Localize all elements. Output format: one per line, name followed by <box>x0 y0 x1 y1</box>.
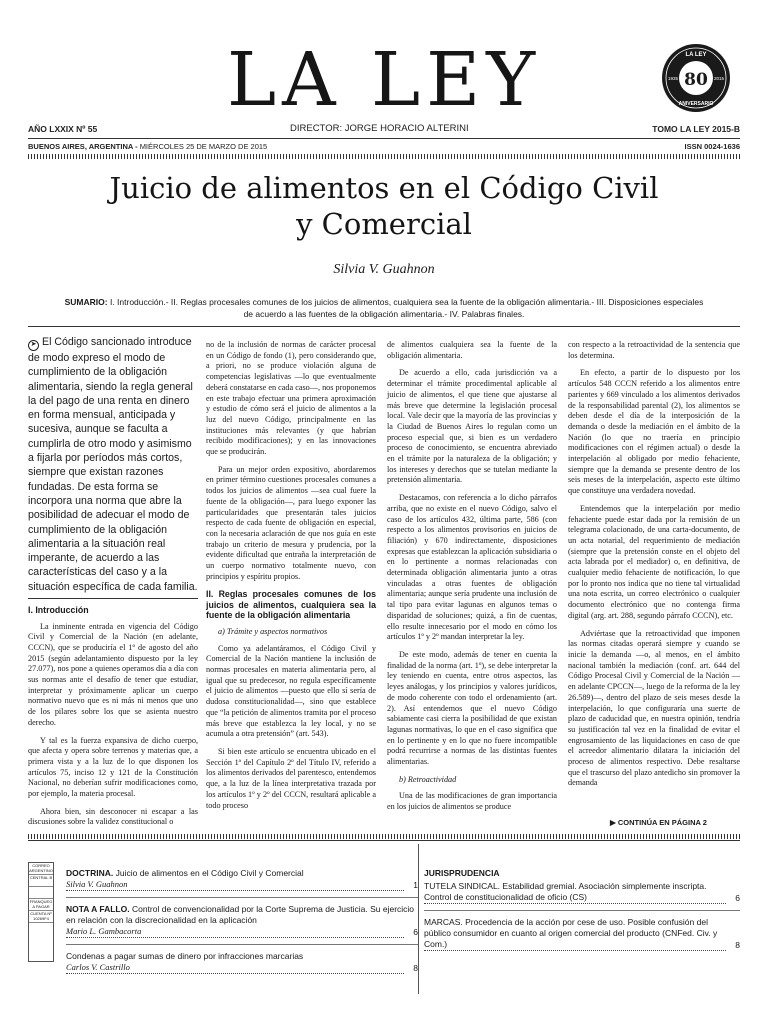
arrow-right-icon: ➤ <box>28 340 39 351</box>
rule <box>66 944 418 945</box>
rule <box>28 598 198 599</box>
paragraph: Para un mejor orden expositivo, abordaremos en primer término cuestiones procesales comunes a todos los juicios de alimentos —sea cual fuere la fuente de la obligación—, para luego exponer las particularidades que presentarán tales juicios respecto de cada fuente de obligación en especial, con la necesaria aclaración de que nos guía en este trabajo un criterio de mesura y prudencia, por la evidente dificultad que entraña la interpretación de un cuerpo normativo totalmente nuevo, con principios y espíritu propios. <box>206 464 376 581</box>
seal-top-text: LA LEY <box>685 52 707 58</box>
paragraph: Y tal es la fuerza expansiva de dicho cuerpo, que afecta y opera sobre terrenos y materias que, a primera vista y a la luz de lo que disponen los artículos 75, inciso 12 y 121 de la Constitución Nacional, no deberían sufrir modificaciones como, por ejemplo, la materia procesal. <box>28 735 198 799</box>
toc-left-column <box>66 868 418 980</box>
issn: ISSN 0024-1636 <box>684 142 740 151</box>
continued-text[interactable]: CONTINÚA EN PÁGINA 2 <box>617 818 707 827</box>
rule <box>28 326 740 327</box>
seal-bottom-text: ANIVERSARIO <box>678 101 714 107</box>
anniversary-seal-icon <box>660 42 732 114</box>
article-headline: Juicio de alimentos en el Código Civil y Comercial <box>109 171 659 241</box>
paragraph: Ahora bien, sin desconocer ni escapar a las discusiones sobre la validez constitucional o <box>28 806 198 827</box>
paragraph: En efecto, a partir de lo dispuesto por los artículos 548 CCCN referido a los alimentos entre parientes y 669 vinculado a los alimentos derivados de la responsabilidad parental (2), los alimentos se deben desde el día de la interposición de la demanda o desde la mediación en el ámbito de la Nación (lo que no traería en principio modificaciones con el régimen actual) o desde la interpelación al obligado por medio fehaciente, siempre que la demanda se presente dentro de los seis meses de la interpelación, aspecto este último que constituye una verdadera novedad. <box>568 368 740 496</box>
rule <box>66 897 418 898</box>
paragraph: Como ya adelantáramos, el Código Civil y Comercial de la Nación mantiene la inclusión de normas procesales en materia alimentaria pero, al igual que su predecesor, no regula específicamente el juicio de alimentos —puesto que ello sí sería de dudosa constitucionalidad—, sino que establece que “la petición de alimentos tramita por el proceso más breve que establezca la ley local, y no se acumula a otra pretensión” (art. 543). <box>206 643 376 739</box>
paragraph: De este modo, además de tener en cuenta la finalidad de la norma (art. 1º), se debe interpretar la ley teniendo en cuenta, entre otros aspectos, las leyes análogas, y los principios y valores jurídicos, de modo coherente con todo el ordenamiento (art. 2). Así entendemos que el nuevo Código sabiamente casi cierra la posibilidad de que existan lagunas normativas, lo que en el caso significa que en lo pertinente y en lo que no fuere incompatible podrá recurrirse a normas de las distintas fuentes alimentarias. <box>387 649 557 767</box>
lead-paragraph <box>28 335 198 594</box>
column-2 <box>206 340 376 818</box>
postage-stamp-box <box>28 862 54 962</box>
rule <box>424 910 740 911</box>
subsection-b-title: b) Retroactividad <box>399 774 457 784</box>
date: MIÉRCOLES 25 DE MARZO DE 2015 <box>139 142 268 151</box>
toc-author: Silvia V. Guahnon <box>66 879 404 891</box>
toc-category: DOCTRINA. <box>66 868 114 878</box>
paragraph: no de la inclusión de normas de carácter procesal en un Código de fondo (1), pero considerando que, a priori, no se produce violación alguna de competencias legislativas —lo que eventualmente deberá constatarse en cada caso—, nos proponemos en este trabajo efectuar una primera aproximación y estudio de cómo será el juicio de alimentos a la luz del nuevo Código, principalmente en las instituciones más relevantes (y que habrían recibido modificaciones); y en las innovaciones que se producirán. <box>206 340 376 457</box>
toc-author: Carlos V. Castrillo <box>66 962 404 974</box>
paragraph: De acuerdo a ello, cada jurisdicción va a determinar el trámite procedimental aplicable al juicio de alimentos, el que tiene que ajustarse al más breve que determine la legislación procesal local. Vale decir que la mayoría de las provincias y la Ciudad de Buenos Aires lo regulan como un proceso especial que, si bien es un verdadero proceso de conocimiento, se encuentra abreviado en el trámite por la naturaleza de la obligación; y los intereses y derechos que se tutelan mediante la pretensión alimentaria. <box>387 368 557 485</box>
seal-number: 80 <box>684 70 708 90</box>
toc-right-column <box>424 868 740 957</box>
toc-page: 8 <box>735 940 740 950</box>
paragraph: Una de las modificaciones de gran importancia en los juicios de alimentos se produce <box>387 791 557 812</box>
toc-page: 8 <box>413 963 418 973</box>
masthead <box>0 37 768 123</box>
toc-page: 6 <box>413 927 418 937</box>
toc-entry[interactable] <box>66 951 418 974</box>
toc-entry[interactable] <box>424 917 740 951</box>
toc-page: 6 <box>735 893 740 903</box>
section-1-title: I. Introducción <box>28 605 89 615</box>
stamp-line: CUENTA Nº 10269F4 <box>30 911 52 921</box>
tomo: TOMO LA LEY 2015-B <box>652 124 740 134</box>
article-author: Silvia V. Guahnon <box>333 262 435 277</box>
paragraph: Si bien este artículo se encuentra ubicado en el Sección 1ª del Capítulo 2º del Título IV, referido a los alimentos derivados del parentesco, entendemos que, a la luz de la línea interpretativa trazada por los artículos 1º y 2º del CCCN, resultará aplicable a todo proceso <box>206 747 376 810</box>
section-2-title: II. Reglas procesales comunes de los juicios de alimentos, cualquiera sea la fuente de la obligación alimentaria <box>206 589 376 621</box>
seal-left-year: 1935 <box>667 76 679 81</box>
toc-title[interactable]: Condenas a pagar sumas de dinero por infracciones marcarias <box>66 951 304 961</box>
toc-title[interactable]: Juicio de alimentos en el Código Civil y Comercial <box>115 868 304 878</box>
place: BUENOS AIRES, ARGENTINA <box>28 142 134 151</box>
continued-link[interactable]: ▶ CONTINÚA EN PÁGINA 2 <box>610 818 707 827</box>
dotted-rule <box>28 834 740 839</box>
rule <box>28 138 740 139</box>
table-of-contents <box>28 840 740 1000</box>
toc-page: 1 <box>413 880 418 890</box>
masthead-title: LA LEY <box>226 37 542 123</box>
toc-category: NOTA A FALLO. <box>66 904 130 914</box>
toc-title[interactable]: Control de convencionalidad por la Corte Suprema de Justicia. Su ejercicio en relación con la discrecionalidad en la aplicación <box>66 904 415 925</box>
lead-text: El Código sancionado introduce de modo expreso el modo de cumplimiento de la obligación alimentaria, siendo la regla general la del pago de una renta en dinero en forma mensual, anticipada y sucesiva, aunque se faculta a cumplirla de otro modo y asimismo a fijarla por períodos más cortos, siempre que existan razones fundadas. De esta forma se incorpora una norma que abre la posibilidad de adecuar el modo de cumplimiento de la obligación alimentaria a la situación real imperante, de acuerdo a las características del caso y a la situación específica de cada familia. <box>28 336 198 593</box>
toc-title[interactable]: TUTELA SINDICAL. Estabilidad gremial. Asociación simplemente inscripta. Control de constitucionalidad de oficio (CS) <box>424 881 726 904</box>
sumario-label: SUMARIO: <box>64 297 108 307</box>
issue-number: AÑO LXXIX Nº 55 <box>28 124 98 134</box>
toc-title[interactable]: MARCAS. Procedencia de la acción por cese de uso. Posible confusión del público consumidor en cuanto al origen comercial del producto (CNFed. Civ. y Com.) <box>424 917 726 951</box>
sumario-text: I. Introducción.- II. Reglas procesales comunes de los juicios de alimentos, cualquiera sea la fuente de la obligación alimentaria.- III. Disposiciones especiales de acuerdo a las fuentes de la obligación alimentaria.- IV. Palabras finales. <box>109 297 704 319</box>
seal-right-year: 2015 <box>713 76 725 81</box>
paragraph: con respecto a la retroactividad de la sentencia que los determina. <box>568 340 740 360</box>
toc-section-heading: JURISPRUDENCIA <box>424 868 500 878</box>
column-4 <box>568 340 740 796</box>
toc-author: Mario L. Gambacorta <box>66 926 404 938</box>
paragraph: de alimentos cualquiera sea la fuente de la obligación alimentaria. <box>387 340 557 360</box>
paragraph: La inminente entrada en vigencia del Código Civil y Comercial de la Nación (en adelante, CCCN), que se produciría el 1º de agosto del año 2015 (según adelantamiento dispuesto por la ley 27.077), nos pone a quienes operamos día a día con sus normas ante el desafío de tener que estudiar, interpretar y próximamente aplicar un cuerpo normativo nuevo que es ni más ni menos que uno de los pilares sobre los que se asienta nuestro derecho. <box>28 621 198 727</box>
toc-entry[interactable] <box>66 904 418 938</box>
toc-entry[interactable] <box>66 868 418 891</box>
rule <box>28 840 740 841</box>
dotted-rule <box>28 154 740 159</box>
paragraph: Destacamos, con referencia a lo dicho párrafos arriba, que no existe en el nuevo Código, salvo el caso de los artículos 432, última parte, 586 (con respecto a los alimentos provisorios en juicios de filiación) y 670 indirectamente, disposiciones expresas que establezcan la aplicación subsidiaria o en lo pertinente a normas relacionadas con determinada obligación alimentaria junto a otras vinculadas a otras fuentes de obligación alimentaria; aunque sería prudente una inclusión de tal tipo para evitar lagunas en algunos temas o disparidad de soluciones; quizá, a fin de cuentas, ello resulte innecesario por el modo en cómo los artículos 1º y 2º mandan interpretar la ley. <box>387 493 557 642</box>
rule <box>418 844 419 994</box>
stamp-line <box>29 887 53 899</box>
stamp-line: CORREO ARGENTINO <box>29 863 53 873</box>
director: DIRECTOR: JORGE HORACIO ALTERINI <box>290 123 469 134</box>
stamp-line: FRANQUEO A PAGAR <box>29 899 53 909</box>
column-1 <box>28 590 198 835</box>
sumario <box>60 296 708 320</box>
stamp-line: CENTRAL B <box>29 875 53 887</box>
column-3 <box>387 340 557 820</box>
subsection-a-title: a) Trámite y aspectos normativos <box>218 626 328 636</box>
paragraph: Adviértase que la retroactividad que imponen las normas citadas operará siempre y cuando se inicie la demanda —o, al menos, en el ámbito nacional también la mediación (conf. art. 644 del Código Procesal Civil y Comercial de la Nación —en adelante CPCCN—, luego de la reforma de la ley 26.589)—, dentro del plazo de seis meses desde la interpelación, lo que configuraría una suerte de plazo de caducidad que, en nuestra opinión, tendría su justificación tal vez en la finalidad de evitar el engrosamiento de las liquidaciones en caso de que el acreedor alimentario dilatara la iniciación del proceso de alimentos respectivo. Debe resaltarse que el trascurso del plazo antedicho sin promover la demanda <box>568 628 740 788</box>
paragraph: Entendemos que la interpelación por medio fehaciente puede estar dada por la remisión de un telegrama colacionado, de una carta-documento, de un acta notarial, del requerimiento de mediación (siempre que la pretensión conste en el objeto del acta labrada por el mediador) o, en definitiva, de cualquier medio fehaciente de notificación, lo que por lo pronto nos indica que no tiene tal virtualidad una nota escrita, un correo electrónico o cualquier documento electrónico que no contenga firma digital (arg. art. 288, segundo párrafo CCCN), etc. <box>568 503 740 620</box>
toc-entry[interactable] <box>424 881 740 904</box>
